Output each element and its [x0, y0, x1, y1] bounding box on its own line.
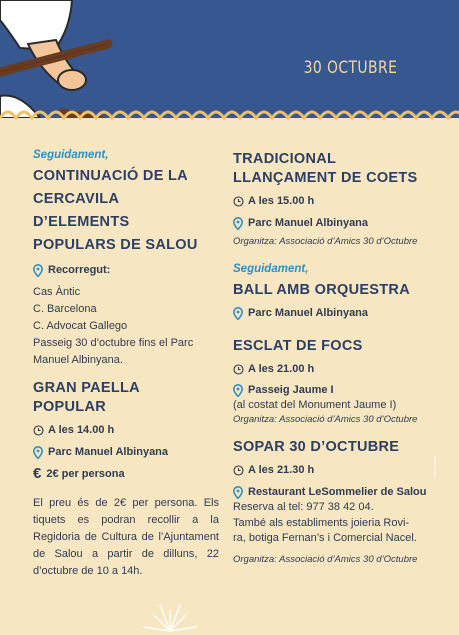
ball-place: Parc Manuel Albinyana [248, 307, 369, 319]
paella-price-row [33, 466, 219, 481]
header-band [0, 0, 459, 118]
firework-sparkle-decoration [130, 575, 210, 635]
right-column [233, 150, 433, 566]
wave-border [0, 104, 459, 136]
coets-time: A les 15.00 h [248, 195, 315, 207]
sopar-organiza: Organitza: Associació d’Amics 30 d’Octubre [233, 553, 418, 565]
map-pin-icon [233, 384, 245, 397]
route-stop: C. Barcelona [33, 303, 97, 315]
euro-icon: € [33, 465, 42, 482]
coets-title-line: TRADICIONAL [233, 151, 337, 167]
focs-time-row [233, 362, 433, 377]
cercavila-title-line: CONTINUACIÓ DE LA [33, 168, 188, 184]
ball-place-row [233, 306, 433, 321]
cercavila-title [33, 165, 219, 257]
sopar-place: Restaurant LeSommelier de Salou [248, 486, 427, 498]
paella-title-line: POPULAR [33, 399, 106, 415]
map-pin-icon [233, 307, 245, 320]
route-list [33, 284, 219, 369]
paella-title [33, 379, 219, 417]
coets-place-row [233, 216, 433, 231]
route-stop: Passeig 30 d’octubre fins el Parc [33, 337, 194, 349]
paella-title-line: GRAN PAELLA [33, 380, 140, 396]
paella-time: A les 14.00 h [48, 424, 115, 436]
route-row [33, 263, 219, 278]
ball-title: BALL AMB ORQUESTRA [233, 282, 410, 298]
paella-place: Parc Manuel Albinyana [48, 446, 169, 458]
focs-time: A les 21.00 h [248, 363, 315, 375]
cercavila-title-line: POPULARS DE SALOU [33, 237, 198, 253]
sopar-time-row [233, 463, 433, 478]
paella-info: El preu és de 2€ per persona. Els tiquets es podran recollir a la Regidoria de Cultura de l’Ajuntament de Salou a partir de dilluns, 22 d’octubre de 10 a 14h. [33, 497, 219, 577]
focs-place-row [233, 383, 433, 398]
sopar-title: SOPAR 30 D’OCTUBRE [233, 439, 400, 455]
focs-organiza: Organitza: Associació d’Amics 30 d’Octubre [233, 414, 418, 425]
route-stop: C. Advocat Gallego [33, 320, 128, 332]
left-column [33, 148, 219, 580]
ball-kicker: Seguidament, [233, 263, 309, 275]
coets-organiza: Organitza: Associació d’Amics 30 d’Octubre [233, 236, 418, 247]
coets-place: Parc Manuel Albinyana [248, 217, 369, 229]
event-date: 30 OCTUBRE [303, 58, 397, 78]
coets-title [233, 150, 433, 188]
paella-place-row [33, 445, 219, 460]
cercavila-kicker: Seguidament, [33, 149, 109, 161]
focs-note: (al costat del Monument Jaume I) [233, 399, 397, 411]
focs-title: ESCLAT DE FOCS [233, 338, 363, 354]
coets-time-row [233, 194, 433, 209]
clock-icon [233, 196, 245, 207]
focs-place: Passeig Jaume I [248, 384, 334, 396]
map-pin-icon [233, 486, 245, 499]
sopar-time: A les 21.30 h [248, 464, 315, 476]
clock-icon [233, 364, 245, 375]
rower-illustration [0, 0, 140, 118]
map-pin-icon [33, 446, 45, 459]
route-stop: Cas Àntic [33, 286, 81, 298]
clock-icon [233, 465, 245, 476]
firework-sparkle-decoration [425, 455, 445, 485]
map-pin-icon [233, 217, 245, 230]
route-stop: Manuel Albinyana. [33, 354, 123, 366]
map-pin-icon [33, 264, 45, 277]
sopar-place-row [233, 485, 433, 500]
sopar-info-line: Reserva al tel: 977 38 42 04. [233, 501, 374, 513]
sopar-info [233, 500, 433, 547]
sopar-info-line: També als establiments joieria Rovi- [233, 516, 410, 529]
sopar-info-line: ra, botiga Fernan’s i Comercial Nacel. [233, 532, 417, 544]
clock-icon [33, 425, 45, 436]
paella-price: 2€ per persona [46, 467, 125, 480]
paella-time-row [33, 423, 219, 438]
cercavila-title-line: CERCAVILA D’ELEMENTS [33, 191, 130, 230]
route-label: Recorregut: [48, 264, 111, 276]
coets-title-line: LLANÇAMENT DE COETS [233, 170, 418, 186]
